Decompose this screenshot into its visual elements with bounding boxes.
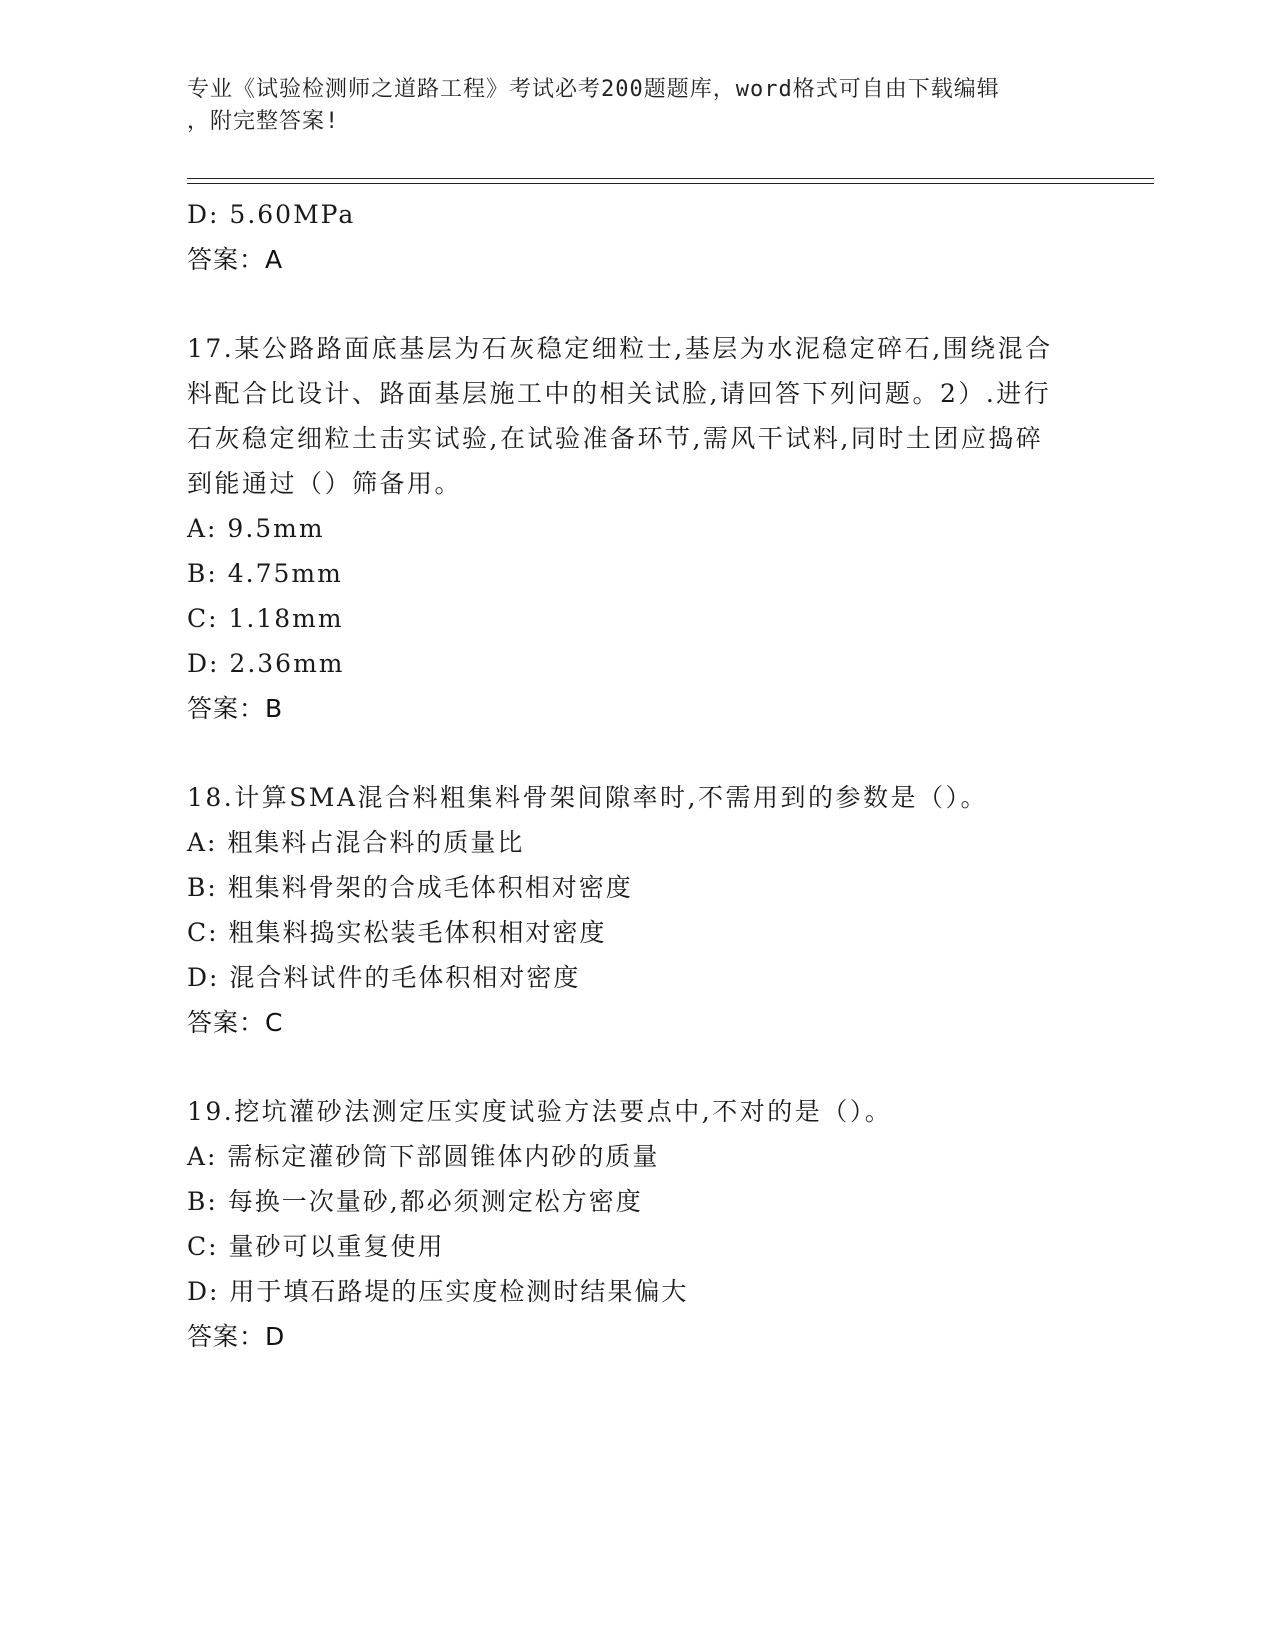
answer-line: 答案：D: [187, 1322, 286, 1351]
answer-line: 答案：C: [187, 1008, 284, 1037]
page-header: [187, 74, 1077, 138]
question-block-previous: [187, 192, 1087, 283]
document-body: [187, 192, 1087, 1360]
spacer: [187, 283, 1087, 326]
answer-line: 答案：B: [187, 694, 284, 723]
option-a: A: 粗集料占混合料的质量比: [187, 828, 525, 857]
option-d: D: 5.60MPa: [187, 200, 356, 229]
question-block-17: [187, 326, 1087, 732]
header-line-1: 专业《试验检测师之道路工程》考试必考200题题库，word格式可自由下载编辑: [187, 77, 1000, 102]
header-line-2: ，附完整答案!: [187, 109, 340, 134]
question-text: 17.某公路路面底基层为石灰稳定细粒士,基层为水泥稳定碎石,围绕混合料配合比设计、路面基层施工中的相关试脸,请回答下列问题。2）.进行石灰稳定细粒土击实试验,在试验准备环节,需风干试料,同时土团应捣碎到能通过（）筛备用。: [187, 334, 1053, 498]
question-text: 18.计算SMA混合料粗集料骨架间隙率时,不需用到的参数是（）。: [187, 783, 988, 812]
option-c: C: 粗集料捣实松装毛体积相对密度: [187, 918, 607, 947]
option-d: D: 用于填石路堤的压实度检测时结果偏大: [187, 1277, 689, 1306]
header-rule-top: [187, 178, 1154, 179]
question-block-19: [187, 1089, 1087, 1360]
option-a: A: 9.5mm: [187, 514, 325, 543]
option-d: D: 2.36mm: [187, 649, 345, 678]
option-a: A: 需标定灌砂筒下部圆锥体内砂的质量: [187, 1142, 660, 1171]
option-b: B: 粗集料骨架的合成毛体积相对密度: [187, 873, 633, 902]
question-block-18: [187, 775, 1087, 1046]
option-c: C: 1.18mm: [187, 604, 344, 633]
option-c: C: 量砂可以重复使用: [187, 1232, 445, 1261]
option-b: B: 每换一次量砂,都必须测定松方密度: [187, 1187, 643, 1216]
spacer: [187, 1046, 1087, 1089]
header-rule-bottom: [187, 183, 1154, 184]
question-text: 19.挖坑灌砂法测定压实度试验方法要点中,不对的是（）。: [187, 1097, 893, 1126]
spacer: [187, 732, 1087, 775]
option-b: B: 4.75mm: [187, 559, 343, 588]
option-d: D: 混合料试件的毛体积相对密度: [187, 963, 581, 992]
answer-line: 答案：A: [187, 245, 284, 274]
